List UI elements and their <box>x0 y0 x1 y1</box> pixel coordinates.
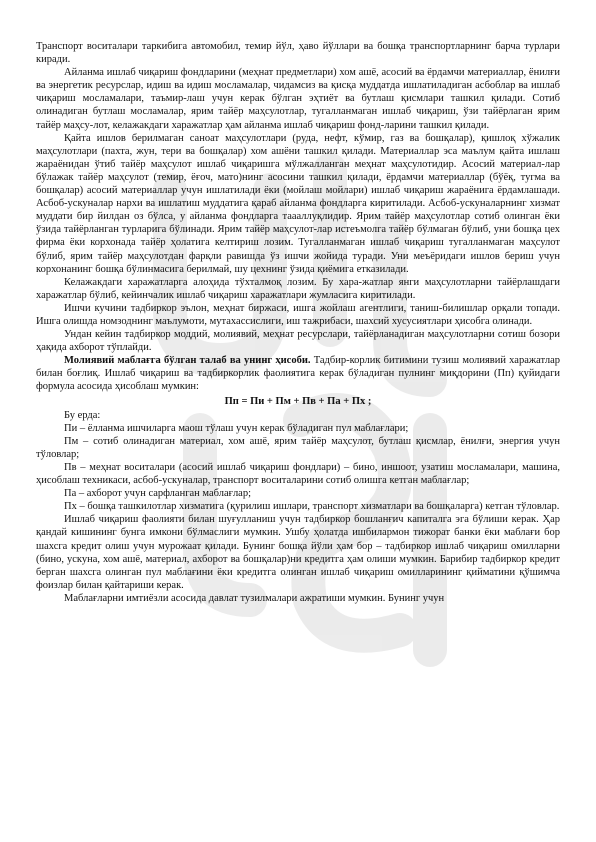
paragraph-state-funds: Маблағларни имтиёзли асосида давлат тузилмалари ажратиши мумкин. Бунинг учун <box>64 592 445 604</box>
paragraph-raw-materials: Қайта ишлов берилмаган саноат маҳсулотлари (руда, нефт, кўмир, газ ва бошқалар), қишлоқ хўжалик маҳсулотлари (пахта, жун, тери ва бошқалар) хом ашёни ташкил қилади. Материаллар эса маълум қайта ишлаш жараёнидан ўтиб тайёр маҳсулот ишлаб чиқаришга мўлжалланган меҳнат маҳсулотидир. Асосий материал-лар бўлажак тайёр маҳсулот (темир, ёғоч, мато)нинг асосини ташкил қилади, ёрдамчи материаллар (бўёқ, тугма ва бошқалар) асосий материаллар учун ишлатилади ёки (мойлаш мойлари) ишлаб чиқариш жараёнига ёрдамлашади. Асбоб-ускуналар нархи ва ишлатиш муддатига қараб айланма фондларга киритилади. Асбоб-ускуналарнинг хизмат муддати бир йилдан оз бўлса, у айланма фондларга таааллуқлидир. Ярим тайёр маҳсулотлар сотиб олинган ёки ўзида тайёрланган турларига бўлинади. Ярим тайёр маҳсулот-лар истеъмолга тайёр бўлмаган бўлиб, уни бошқа цех фирма ёки корхонада тайёр ҳолатига келтириш лозим. Тугалланмаган ишлаб чиқариш тугалланмаган маҳсулот бўлиб, ярим тайёр маҳсулотдан фарқли равишда ўз ишчи жойида туради. Уни меъёридаги ишлов бериш учун корхонанинг бошқа бўлинмасига берилмай, шу цехнинг ўзида қиёмига етказилади. <box>36 132 560 275</box>
section-heading-text: Тадбир-корлик битимини тузиш молиявий харажатлар билан боғлиқ. Ишлаб чиқариш ва тадбиркорлик фаолиятига керак бўладиган пулнинг миқдорини (Пп) қуйидаги формула асосида ҳисоблаш мумкин: <box>36 355 560 393</box>
paragraph-labor: Ишчи кучини тадбиркор эълон, меҳнат биржаси, ишга жойлаш агентлиги, таниш-билишлар орқали топади. Ишга олишда номзоднинг маълумоти, мутахассислиги, иш тажрибаси, шахсий хусусиятлари ҳисобга олинади. <box>36 302 560 327</box>
document-page <box>36 40 560 605</box>
paragraph-capital: Ишлаб чиқариш фаолияти билан шуғулланиш учун тадбиркор бошланғич капиталга эга бўлиши керак. Ҳар қандай кишининг бунга имкони бўлмаслиги мумкин. Ушбу ҳолатда ишбилармон тижорат банки ёки маблағи бор шахсга кредит олиш учун мурожаат қилади. Бунинг бошқа йўли ҳам бор – тадбиркор ишлаб чиқариш омилларни (бино, ускуна, хом ашё, материал, ахборот ва бошқалар)ни кредитга ҳам олиши мумкин. Барибир тадбиркор кредит берган шахсга олинган пул маблағини ёки кредитга олинган ишлаб чиқариш омилларининг қийматини қўшимча фоизлар билан қайтариши керак. <box>36 514 560 591</box>
formula: Пп = Пи + Пм + Пв + Па + Пх ; <box>224 395 372 407</box>
paragraph-working-capital: Айланма ишлаб чиқариш фондларини (меҳнат предметлари) хом ашё, асосий ва ёрдамчи материаллар, ёнилғи ва энергетик ресурслар, идиш ва идиш мосламалар, чидамсиз ва қисқа муддатда ишлатиладиган асбоблар ва ишлаб чиқариш мосламалари, таъмир-лаш учун керак бўлган эҳтиёт ва бутлаш қисмлари ташкил қилади. Сотиб олинадиган бутлаш мосламалар, ярим тайёр маҳсулотлар, тугалланмаган ишлаб чиқариш, ўзи тайёрлаган ярим тайёр маҳсу-лот, келажакдаги харажатлар ҳам айланма ишлаб чиқариш фонд-ларини ташкил қилади. <box>36 67 560 131</box>
section-heading: Молиявий маблағга бўлган талаб ва унинг ҳисоби. <box>64 355 311 367</box>
definition-pa: Па – ахборот учун сарфланган маблағлар; <box>64 488 252 500</box>
definition-pv: Пв – меҳнат воситалари (асосий ишлаб чиқариш фондлари) – бино, иншоот, узатиш мосламалари, машина, ҳисоблаш техникаси, асбоб-ускуналар, транспорт воситаларини сотиб олишга кетган маблағлар; <box>36 462 560 487</box>
definition-pi: Пи – ёлланма ишчиларга маош тўлаш учун керак бўладиган пул маблағлари; <box>64 422 409 434</box>
definition-pm: Пм – сотиб олинадиган материал, хом ашё, ярим тайёр маҳсулот, бутлаш қисмлар, ёнилғи, энергия учун тўловлар; <box>36 435 560 460</box>
paragraph-information: Ундан кейин тадбиркор моддий, молиявий, меҳнат ресурслари, тайёрланадиган маҳсулотларни сотиш бозори ҳақида ахборот тўплайди. <box>36 329 560 354</box>
where-label: Бу ерда: <box>64 409 101 421</box>
paragraph-future-expenses: Келажакдаги харажатларга алоҳида тўхталмоқ лозим. Бу хара-жатлар янги маҳсулотларни тайёрлашдаги харажатлар бўлиб, кейинчалик ишлаб чиқариш харажатлари жумласига киритилади. <box>36 276 560 301</box>
definition-px: Пх – бошқа ташкилотлар хизматига (қурилиш ишлари, транспорт хизматлари ва бошқаларга) кетган тўловлар. <box>64 501 560 513</box>
paragraph-financial-demand <box>36 354 560 393</box>
paragraph-transport: Транспорт воситалари таркибига автомобил, темир йўл, ҳаво йўллари ва бошқа транспортларнинг барча турлари киради. <box>36 41 560 66</box>
